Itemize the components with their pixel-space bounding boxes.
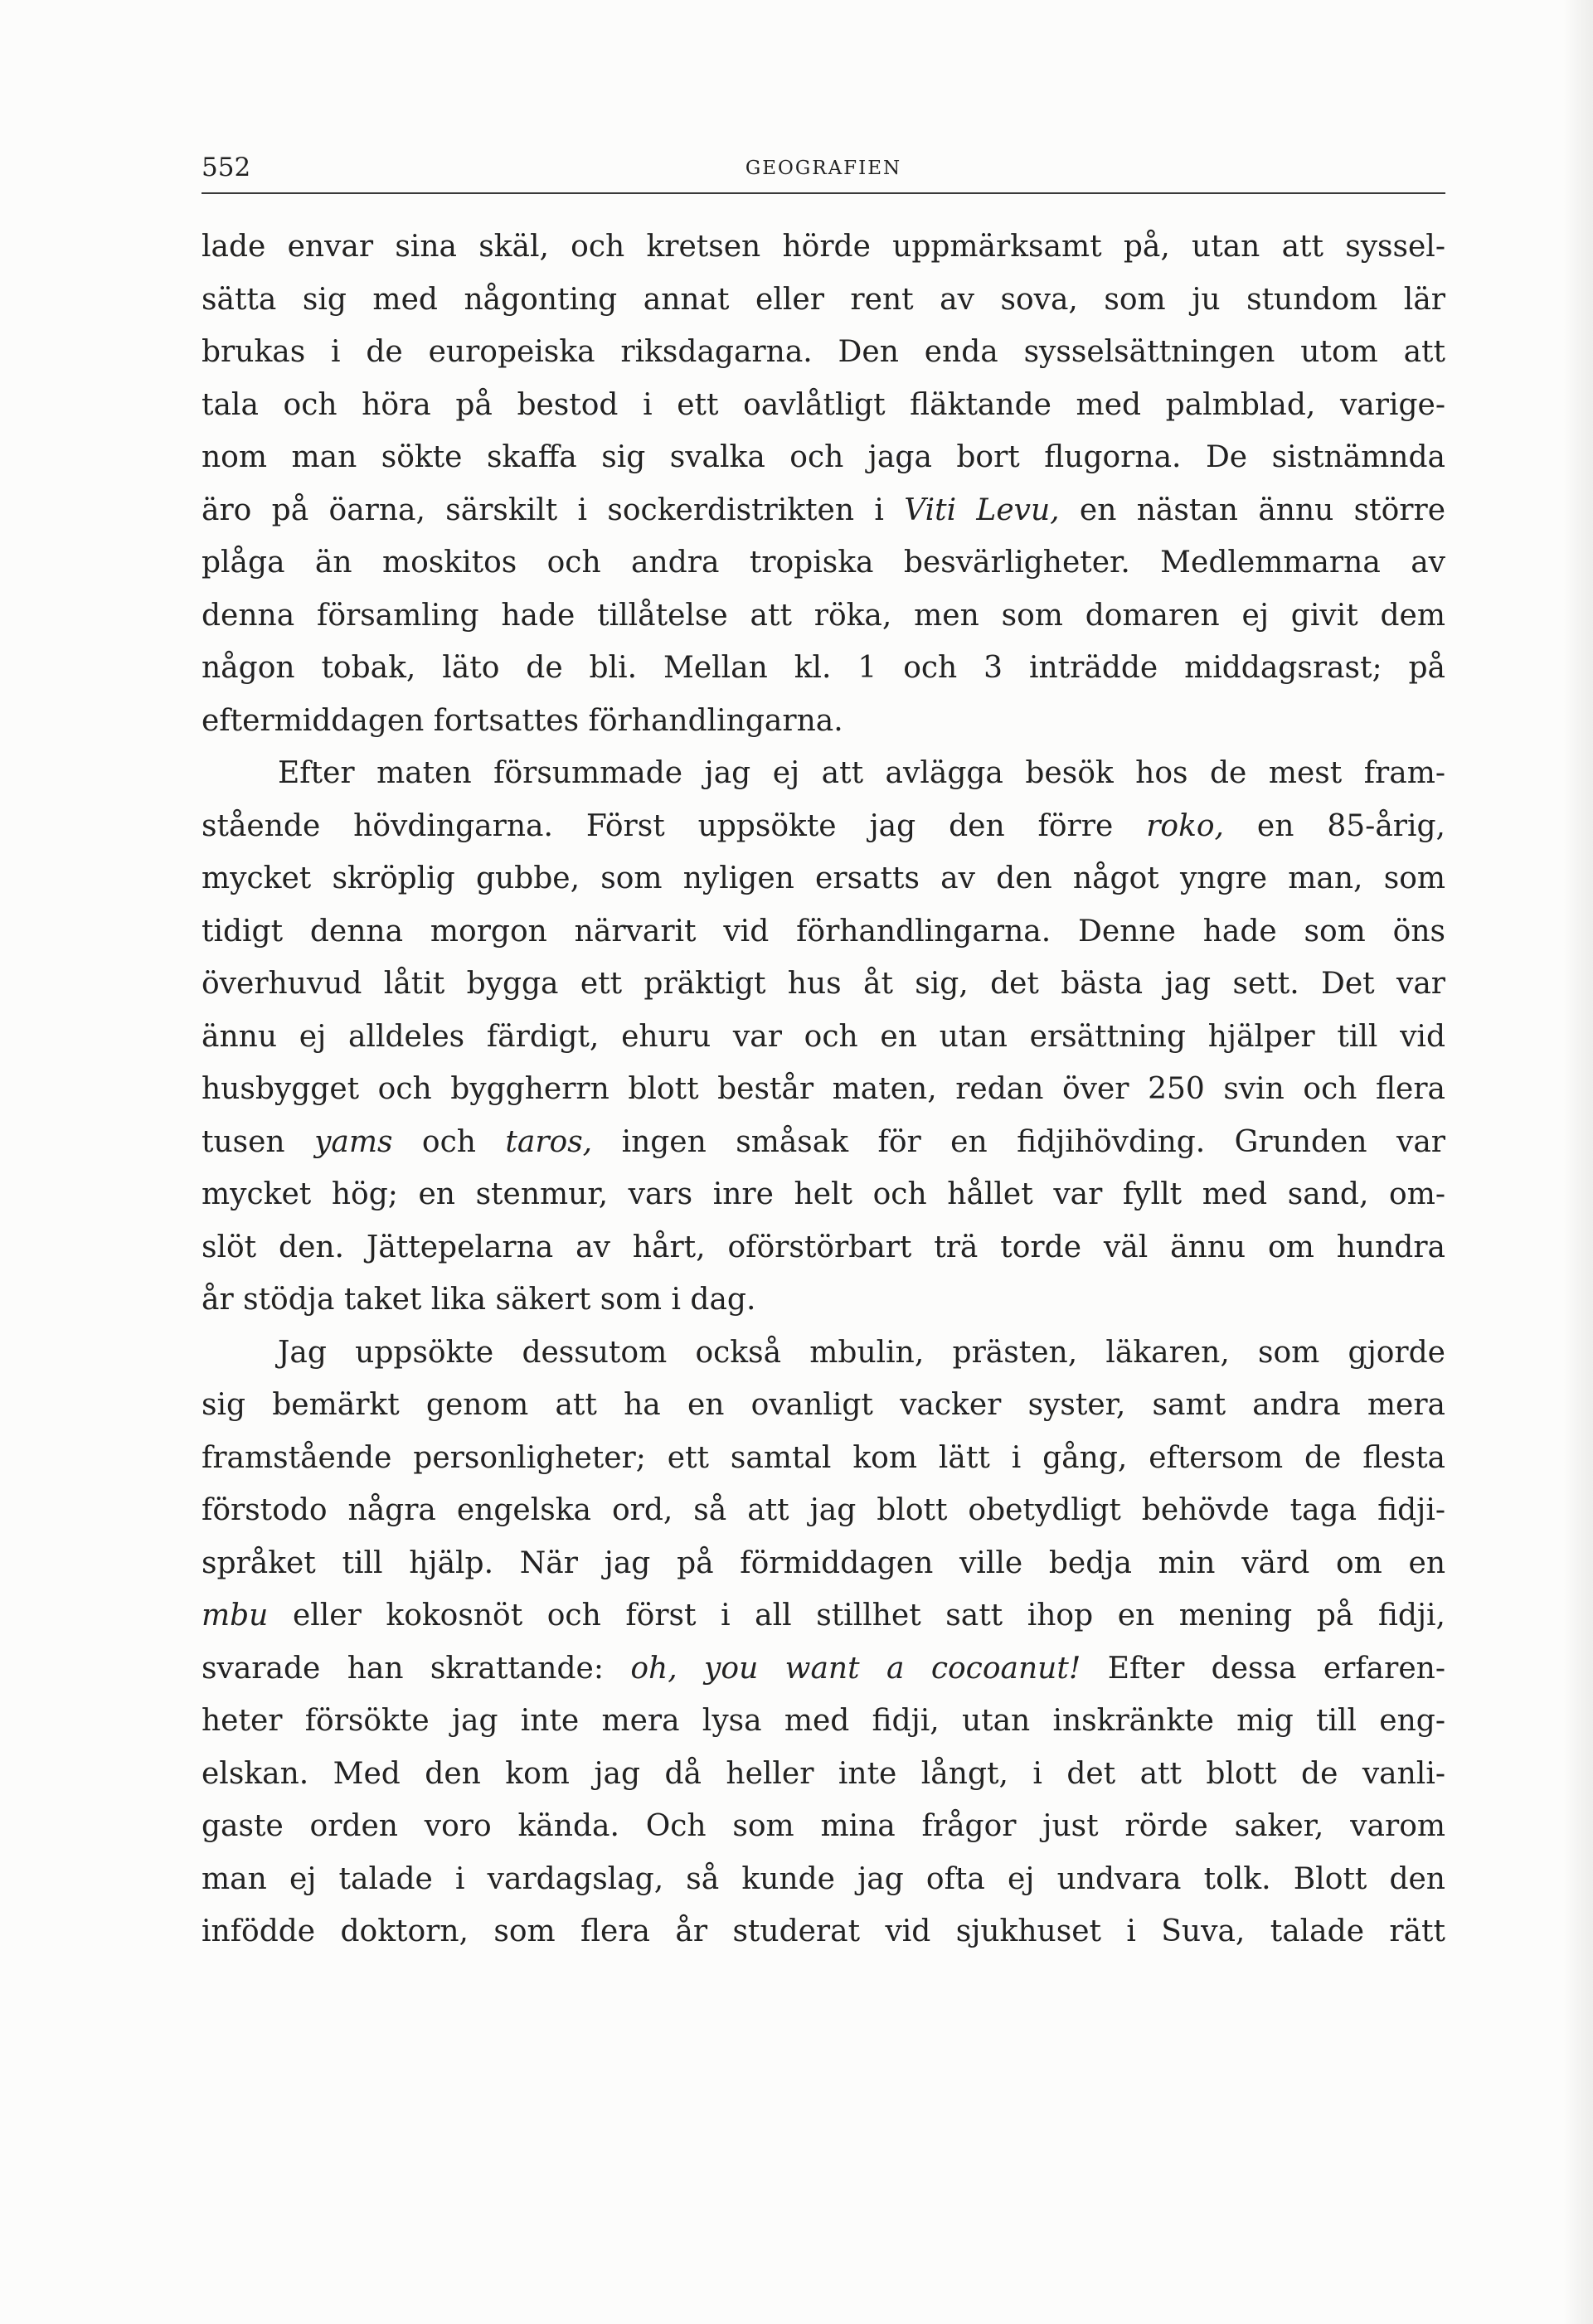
text-line: lade envar sina skäl, och kretsen hörde uppmärksamt på, utan att syssel-	[202, 230, 1445, 264]
text-line: sig bemärkt genom att ha en ovanligt vacker syster, samt andra mera	[202, 1388, 1445, 1422]
text-line: mycket skröplig gubbe, som nyligen ersatts av den något yngre man, som	[202, 861, 1445, 895]
text-line: gaste orden voro kända. Och som mina frågor just rörde saker, varom	[202, 1809, 1445, 1843]
text-line: någon tobak, läto de bli. Mellan kl. 1 och 3 inträdde middagsrast; på	[202, 651, 1445, 685]
text-line: Jag uppsökte dessutom också mbulin, prästen, läkaren, som gjorde	[278, 1335, 1445, 1370]
text-line: brukas i de europeiska riksdagarna. Den enda sysselsättningen utom att	[202, 335, 1445, 369]
text-line: heter försökte jag inte mera lysa med fidji, utan inskränkte mig till eng-	[202, 1704, 1445, 1738]
text-line	[202, 1589, 1445, 1642]
text-segment: tusen	[202, 1124, 315, 1159]
text-line: eftermiddagen fortsattes förhandlingarna.	[202, 703, 843, 738]
text-line: överhuvud låtit bygga ett präktigt hus åt sig, det bästa jag sett. Det var	[202, 967, 1445, 1001]
text-segment: Efter dessa erfaren-	[1081, 1651, 1446, 1686]
text-line: ännu ej alldeles färdigt, ehuru var och en utan ersättning hjälper till vid	[202, 1019, 1445, 1054]
text-line: Efter maten försummade jag ej att avlägga besök hos de mest fram-	[278, 756, 1445, 790]
text-line: nom man sökte skaffa sig svalka och jaga bort flugorna. De sistnämnda	[202, 440, 1445, 474]
text-line: tidigt denna morgon närvarit vid förhandlingarna. Denne hade som öns	[202, 914, 1445, 949]
text-line: mycket hög; en stenmur, vars inre helt och hållet var fyllt med sand, om-	[202, 1177, 1445, 1211]
text-line: husbygget och byggherrn blott består maten, redan över 250 svin och flera	[202, 1072, 1445, 1106]
text-line: man ej talade i vardagslag, så kunde jag ofta ej undvara tolk. Blott den	[202, 1861, 1445, 1896]
text-line	[202, 484, 1445, 537]
text-line: sätta sig med någonting annat eller rent av sova, som ju stundom lär	[202, 282, 1445, 317]
page-header	[202, 153, 1445, 194]
italic-segment: roko,	[1146, 808, 1225, 843]
text-line: infödde doktorn, som flera år studerat vid sjukhuset i Suva, talade rätt	[202, 1914, 1445, 1948]
text-segment: och	[392, 1124, 506, 1159]
text-segment: en nästan ännu större	[1059, 492, 1446, 527]
text-segment: ingen småsak för en fidjihövding. Grunden var	[592, 1124, 1445, 1159]
text-line: tala och höra på bestod i ett oavlåtligt fläktande med palmblad, varige-	[202, 387, 1445, 422]
italic-segment: Viti Levu,	[904, 492, 1060, 527]
text-segment: en 85-årig,	[1224, 808, 1445, 843]
italic-segment: taros,	[505, 1124, 593, 1159]
text-line: förstodo några engelska ord, så att jag blott obetydligt behövde taga fidji-	[202, 1493, 1445, 1527]
text-line: plåga än moskitos och andra tropiska besvärligheter. Medlemmarna av	[202, 546, 1445, 580]
page-number: 552	[202, 153, 251, 182]
text-line: år stödja taket lika säkert som i dag.	[202, 1283, 756, 1317]
text-segment: eller kokosnöt och först i all stillhet satt ihop en mening på fidji,	[268, 1599, 1445, 1633]
text-segment: svarade han skrattande:	[202, 1651, 631, 1686]
text-segment: äro på öarna, särskilt i sockerdistrikten i	[202, 492, 905, 527]
running-head: GEOGRAFIEN	[745, 158, 902, 179]
text-line	[202, 1116, 1445, 1169]
text-line: språket till hjälp. När jag på förmiddagen ville bedja min värd om en	[202, 1545, 1445, 1580]
italic-segment: oh, you want a cocoanut!	[630, 1651, 1081, 1686]
body-text	[202, 221, 1445, 1958]
text-line	[202, 800, 1445, 853]
text-line: framstående personligheter; ett samtal kom lätt i gång, eftersom de flesta	[202, 1440, 1445, 1475]
text-segment: stående hövdingarna. Först uppsökte jag den förre	[202, 808, 1147, 843]
page-edge-shadow	[1563, 0, 1593, 2324]
text-line: denna församling hade tillåtelse att röka, men som domaren ej givit dem	[202, 598, 1445, 633]
text-line: elskan. Med den kom jag då heller inte långt, i det att blott de vanli-	[202, 1756, 1445, 1791]
italic-segment: yams	[314, 1124, 393, 1159]
italic-segment: mbu	[202, 1599, 269, 1633]
text-line: slöt den. Jättepelarna av hårt, oförstörbart trä torde väl ännu om hundra	[202, 1230, 1445, 1264]
text-line	[202, 1642, 1445, 1696]
